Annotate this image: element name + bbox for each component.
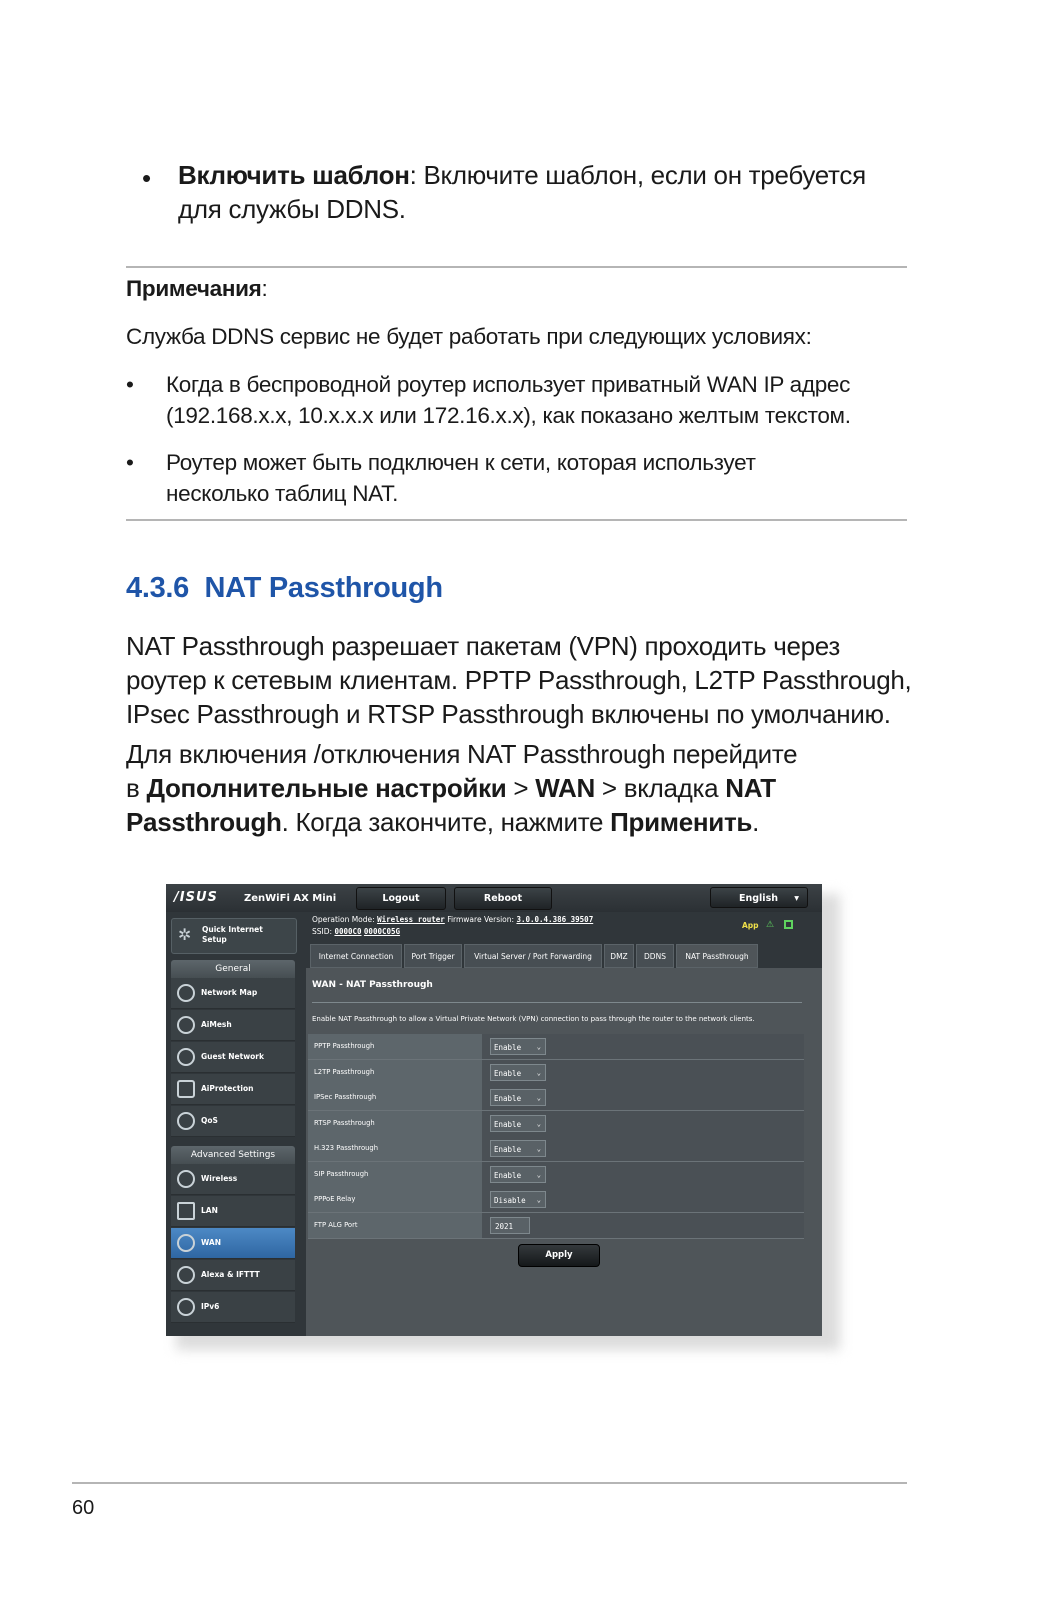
network-status-icon — [784, 920, 793, 929]
section-heading — [126, 572, 443, 605]
notes-item-2: Роутер может быть подключен к сети, которая использует несколько таблиц NAT. — [166, 450, 756, 506]
ssid-24g: 0000C0 — [334, 927, 362, 936]
globe-icon — [177, 984, 195, 1002]
table-row: L2TP Passthrough Enable ⌄ — [308, 1060, 804, 1086]
chevron-down-icon: ⌄ — [536, 1069, 541, 1077]
notes-lead: Служба DDNS сервис не будет работать при следующих условиях: — [126, 324, 812, 349]
panel-description: Enable NAT Passthrough to allow a Virtual Private Network (VPN) connection to pass through the router to the network clients. — [312, 1015, 755, 1023]
shield-icon — [177, 1080, 195, 1098]
sidebar-item-guest-network[interactable]: Guest Network — [171, 1042, 295, 1073]
sidebar-item-aimesh[interactable]: AiMesh — [171, 1010, 295, 1041]
tab-port-trigger[interactable]: Port Trigger — [404, 944, 462, 968]
notes-bullet-dot: • — [126, 450, 134, 475]
table-row: IPSec Passthrough Enable ⌄ — [308, 1085, 804, 1111]
reboot-button[interactable]: Reboot — [454, 887, 552, 910]
tab-internet-connection[interactable]: Internet Connection — [310, 944, 402, 968]
sidebar-item-wireless[interactable]: Wireless — [171, 1164, 295, 1195]
logout-button[interactable]: Logout — [356, 887, 446, 910]
wifi-icon — [177, 1170, 195, 1188]
ipsec-select[interactable]: Enable ⌄ — [490, 1089, 546, 1106]
section-number: 4.3.6 — [126, 572, 189, 604]
apply-button[interactable]: Apply — [518, 1244, 600, 1267]
table-row: SIP Passthrough Enable ⌄ — [308, 1162, 804, 1188]
bullet-dot: • — [142, 163, 152, 193]
notes-top-rule — [126, 266, 907, 268]
router-sidebar — [166, 912, 306, 1336]
h323-select[interactable]: Enable ⌄ — [490, 1140, 546, 1157]
panel-divider — [312, 1002, 802, 1003]
footer-rule — [72, 1482, 907, 1484]
general-group-header: General — [171, 960, 295, 978]
ipv6-globe-icon — [177, 1298, 195, 1316]
chevron-down-icon: ⌄ — [536, 1145, 541, 1153]
panel-title: WAN - NAT Passthrough — [312, 980, 433, 990]
table-row: FTP ALG Port 2021 — [308, 1213, 804, 1239]
wand-icon: ✲ — [178, 925, 192, 944]
sidebar-item-wan[interactable]: WAN — [171, 1228, 295, 1259]
router-topbar — [166, 884, 822, 912]
usb-status-icon: ⚠ — [766, 920, 775, 930]
section-para-2: Для включения /отключения NAT Passthrough перейдите в Дополнительные настройки > WAN > вкладка NAT Passthrough. Когда закончите, нажмите Применить. — [126, 739, 798, 837]
tab-ddns[interactable]: DDNS — [636, 944, 674, 968]
notes-title: Примечания: — [126, 276, 268, 301]
sip-select[interactable]: Enable ⌄ — [490, 1166, 546, 1183]
ssid-5g: 0000C05G — [363, 927, 401, 936]
sidebar-item-qos[interactable]: QoS — [171, 1106, 295, 1137]
tab-dmz[interactable]: DMZ — [604, 944, 634, 968]
page-number: 60 — [72, 1497, 95, 1519]
sidebar-item-network-map[interactable]: Network Map — [171, 978, 295, 1009]
sidebar-item-aiprotection[interactable]: AiProtection — [171, 1074, 295, 1105]
sidebar-item-alexa-ifttt[interactable]: Alexa & IFTTT — [171, 1260, 295, 1291]
nat-panel — [306, 968, 808, 1336]
guest-globe-icon — [177, 1048, 195, 1066]
alexa-icon — [177, 1266, 195, 1284]
intro-line2: для службы DDNS. — [178, 194, 406, 224]
sidebar-item-ipv6[interactable]: IPv6 — [171, 1292, 295, 1323]
notes-item-1: Когда в беспроводной роутер использует приватный WAN IP адрес (192.168.x.x, 10.x.x.x или 172.16.x.x), как показано желтым текстом. — [166, 372, 851, 428]
tab-nat-passthrough[interactable]: NAT Passthrough — [676, 944, 758, 968]
rtsp-select[interactable]: Enable ⌄ — [490, 1115, 546, 1132]
intro-bold: Включить шаблон — [178, 160, 410, 190]
pptp-select[interactable]: Enable ⌄ — [490, 1038, 546, 1055]
section-title: NAT Passthrough — [204, 572, 443, 604]
router-info-bar: Operation Mode: Wireless router Firmware Version: 3.0.0.4.386_39507 SSID: 0000C0 0000C05G App ⚠ — [306, 912, 822, 942]
table-row: PPPoE Relay Disable ⌄ — [308, 1187, 804, 1213]
chevron-down-icon: ▾ — [794, 893, 799, 904]
advanced-group-header: Advanced Settings — [171, 1146, 295, 1164]
notes-bottom-rule — [126, 519, 907, 521]
pppoe-relay-select[interactable]: Disable ⌄ — [490, 1191, 546, 1208]
table-row: RTSP Passthrough Enable ⌄ — [308, 1111, 804, 1137]
l2tp-select[interactable]: Enable ⌄ — [490, 1064, 546, 1081]
chevron-down-icon: ⌄ — [536, 1120, 541, 1128]
language-select[interactable]: English ▾ — [710, 887, 808, 908]
tab-virtual-server[interactable]: Virtual Server / Port Forwarding — [464, 944, 602, 968]
wan-globe-icon — [177, 1234, 195, 1252]
chevron-down-icon: ⌄ — [536, 1171, 541, 1179]
op-mode-link[interactable]: Wireless router — [377, 915, 445, 924]
firmware-link[interactable]: 3.0.0.4.386_39507 — [516, 915, 594, 924]
app-link[interactable]: App — [742, 921, 759, 930]
intro-rest: : Включите шаблон, если он требуется — [409, 160, 866, 190]
ftp-alg-port-input[interactable]: 2021 — [490, 1217, 530, 1234]
intro-bullet — [178, 158, 918, 226]
gauge-icon — [177, 1112, 195, 1130]
router-screenshot — [166, 884, 822, 1336]
asus-logo: /ISUS — [174, 890, 218, 905]
notes-bullet-dot: • — [126, 372, 134, 397]
lan-icon — [177, 1202, 195, 1220]
sidebar-item-lan[interactable]: LAN — [171, 1196, 295, 1227]
router-model: ZenWiFi AX Mini — [244, 893, 337, 904]
mesh-icon — [177, 1016, 195, 1034]
quick-internet-setup[interactable]: ✲ Quick Internet Setup — [171, 918, 297, 954]
chevron-down-icon: ⌄ — [536, 1196, 541, 1204]
section-para-1: NAT Passthrough разрешает пакетам (VPN) проходить через роутер к сетевым клиентам. PPTP Passthrough, L2TP Passthrough, IPsec Passthrough и RTSP Passthrough включены по умолчанию. — [126, 631, 912, 729]
table-row: PPTP Passthrough Enable ⌄ — [308, 1034, 804, 1060]
table-row: H.323 Passthrough Enable ⌄ — [308, 1136, 804, 1162]
chevron-down-icon: ⌄ — [536, 1094, 541, 1102]
chevron-down-icon: ⌄ — [536, 1043, 541, 1051]
wan-tabs — [306, 942, 822, 968]
